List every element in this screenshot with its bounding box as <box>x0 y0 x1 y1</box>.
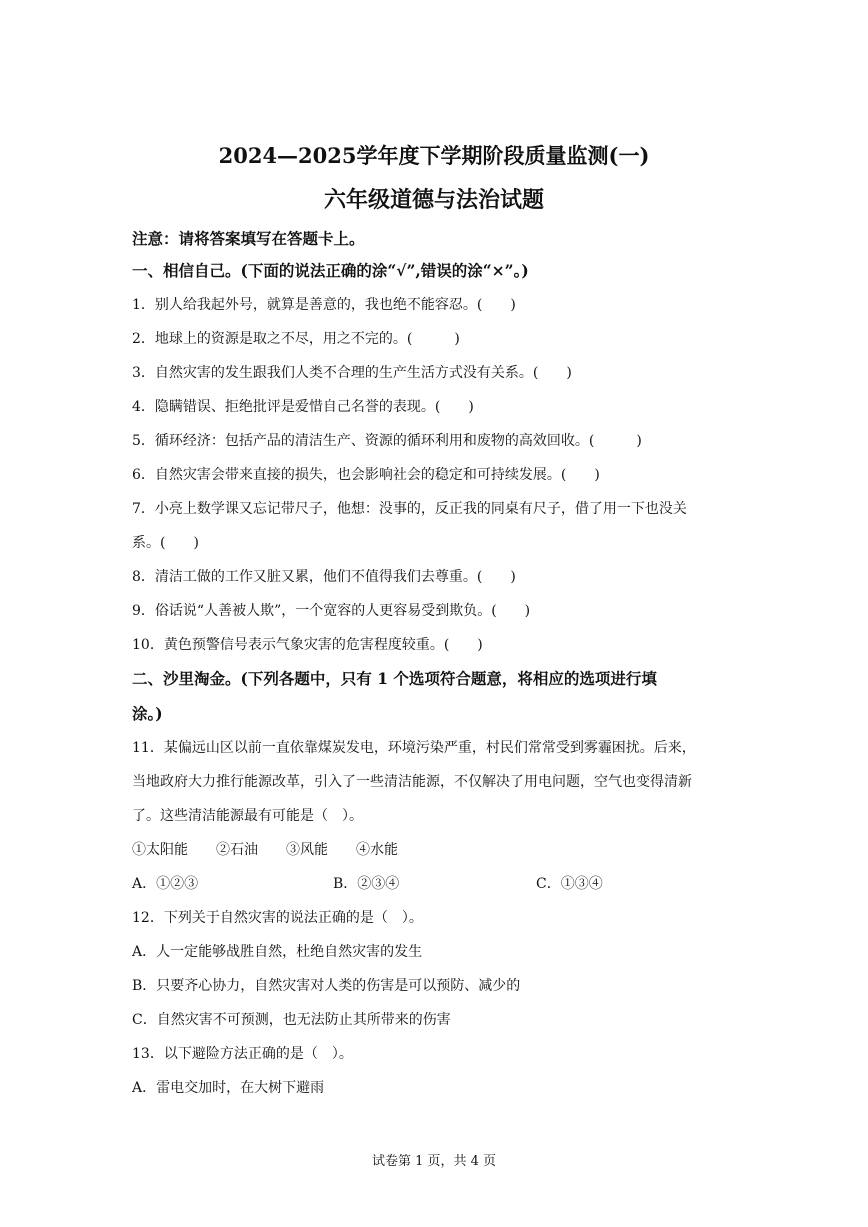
question-2: 2．地球上的资源是取之不尽，用之不完的。( ) <box>132 331 460 347</box>
question-11-option-b: B．②③④ <box>333 876 400 892</box>
exam-subtitle: 六年级道德与法治试题 <box>323 187 544 213</box>
question-5: 5．循环经济：包括产品的清洁生产、资源的循环利用和废物的高效回收。( ) <box>132 433 642 449</box>
question-6: 6．自然灾害会带来直接的损失，也会影响社会的稳定和可持续发展。( ) <box>132 467 600 483</box>
question-12-option-a: A．人一定能够战胜自然，杜绝自然灾害的发生 <box>132 944 423 960</box>
question-9: 9．俗话说“人善被人欺”，一个宽容的人更容易受到欺负。( ) <box>132 603 531 619</box>
question-8: 8．清洁工做的工作又脏又累，他们不值得我们去尊重。( ) <box>132 569 516 585</box>
question-10: 10．黄色预警信号表示气象灾害的危害程度较重。( ) <box>132 637 483 653</box>
question-11-line1: 11．某偏远山区以前一直依靠煤炭发电，环境污染严重，村民们常常受到雾霾困扰。后来， <box>132 740 696 756</box>
section2-heading-line2: 涂。) <box>132 704 163 723</box>
question-7-line1: 7．小亮上数学课又忘记带尺子，他想：没事的，反正我的同桌有尺子，借了用一下也没关 <box>132 501 687 517</box>
page-footer: 试卷第 1 页，共 4 页 <box>371 1154 497 1169</box>
question-13-stem: 13．以下避险方法正确的是（ ）。 <box>132 1046 353 1062</box>
question-1: 1．别人给我起外号，就算是善意的，我也绝不能容忍。( ) <box>132 297 516 313</box>
question-12-option-b: B．只要齐心协力，自然灾害对人类的伤害是可以预防、减少的 <box>132 978 521 994</box>
section1-heading: 一、相信自己。(下面的说法正确的涂“√”,错误的涂“×”。) <box>132 261 529 280</box>
question-13-option-a: A．雷电交加时，在大树下避雨 <box>132 1080 325 1096</box>
question-11-line2: 当地政府大力推行能源改革，引入了一些清洁能源，不仅解决了用电问题，空气也变得清新 <box>132 774 692 790</box>
question-11-option-a: A．①②③ <box>132 876 199 892</box>
section2-heading-line1: 二、沙里淘金。(下列各题中，只有 1 个选项符合题意，将相应的选项进行填 <box>132 669 657 688</box>
question-12-stem: 12．下列关于自然灾害的说法正确的是（ ）。 <box>132 910 423 926</box>
question-11-option-c: C．①③④ <box>536 876 603 892</box>
exam-title: 2024—2025学年度下学期阶段质量监测(一) <box>218 143 650 168</box>
question-3: 3．自然灾害的发生跟我们人类不合理的生产生活方式没有关系。( ) <box>132 365 572 381</box>
question-11-sub-options: ①太阳能 ②石油 ③风能 ④水能 <box>132 842 398 858</box>
question-11-line3: 了。这些清洁能源最有可能是（ ）。 <box>132 808 363 824</box>
notice: 注意：请将答案填写在答题卡上。 <box>132 229 365 248</box>
question-7-line2: 系。( ) <box>132 535 199 551</box>
question-12-option-c: C．自然灾害不可预测，也无法防止其所带来的伤害 <box>132 1012 451 1028</box>
question-4: 4．隐瞒错误、拒绝批评是爱惜自己名誉的表现。( ) <box>132 399 474 415</box>
